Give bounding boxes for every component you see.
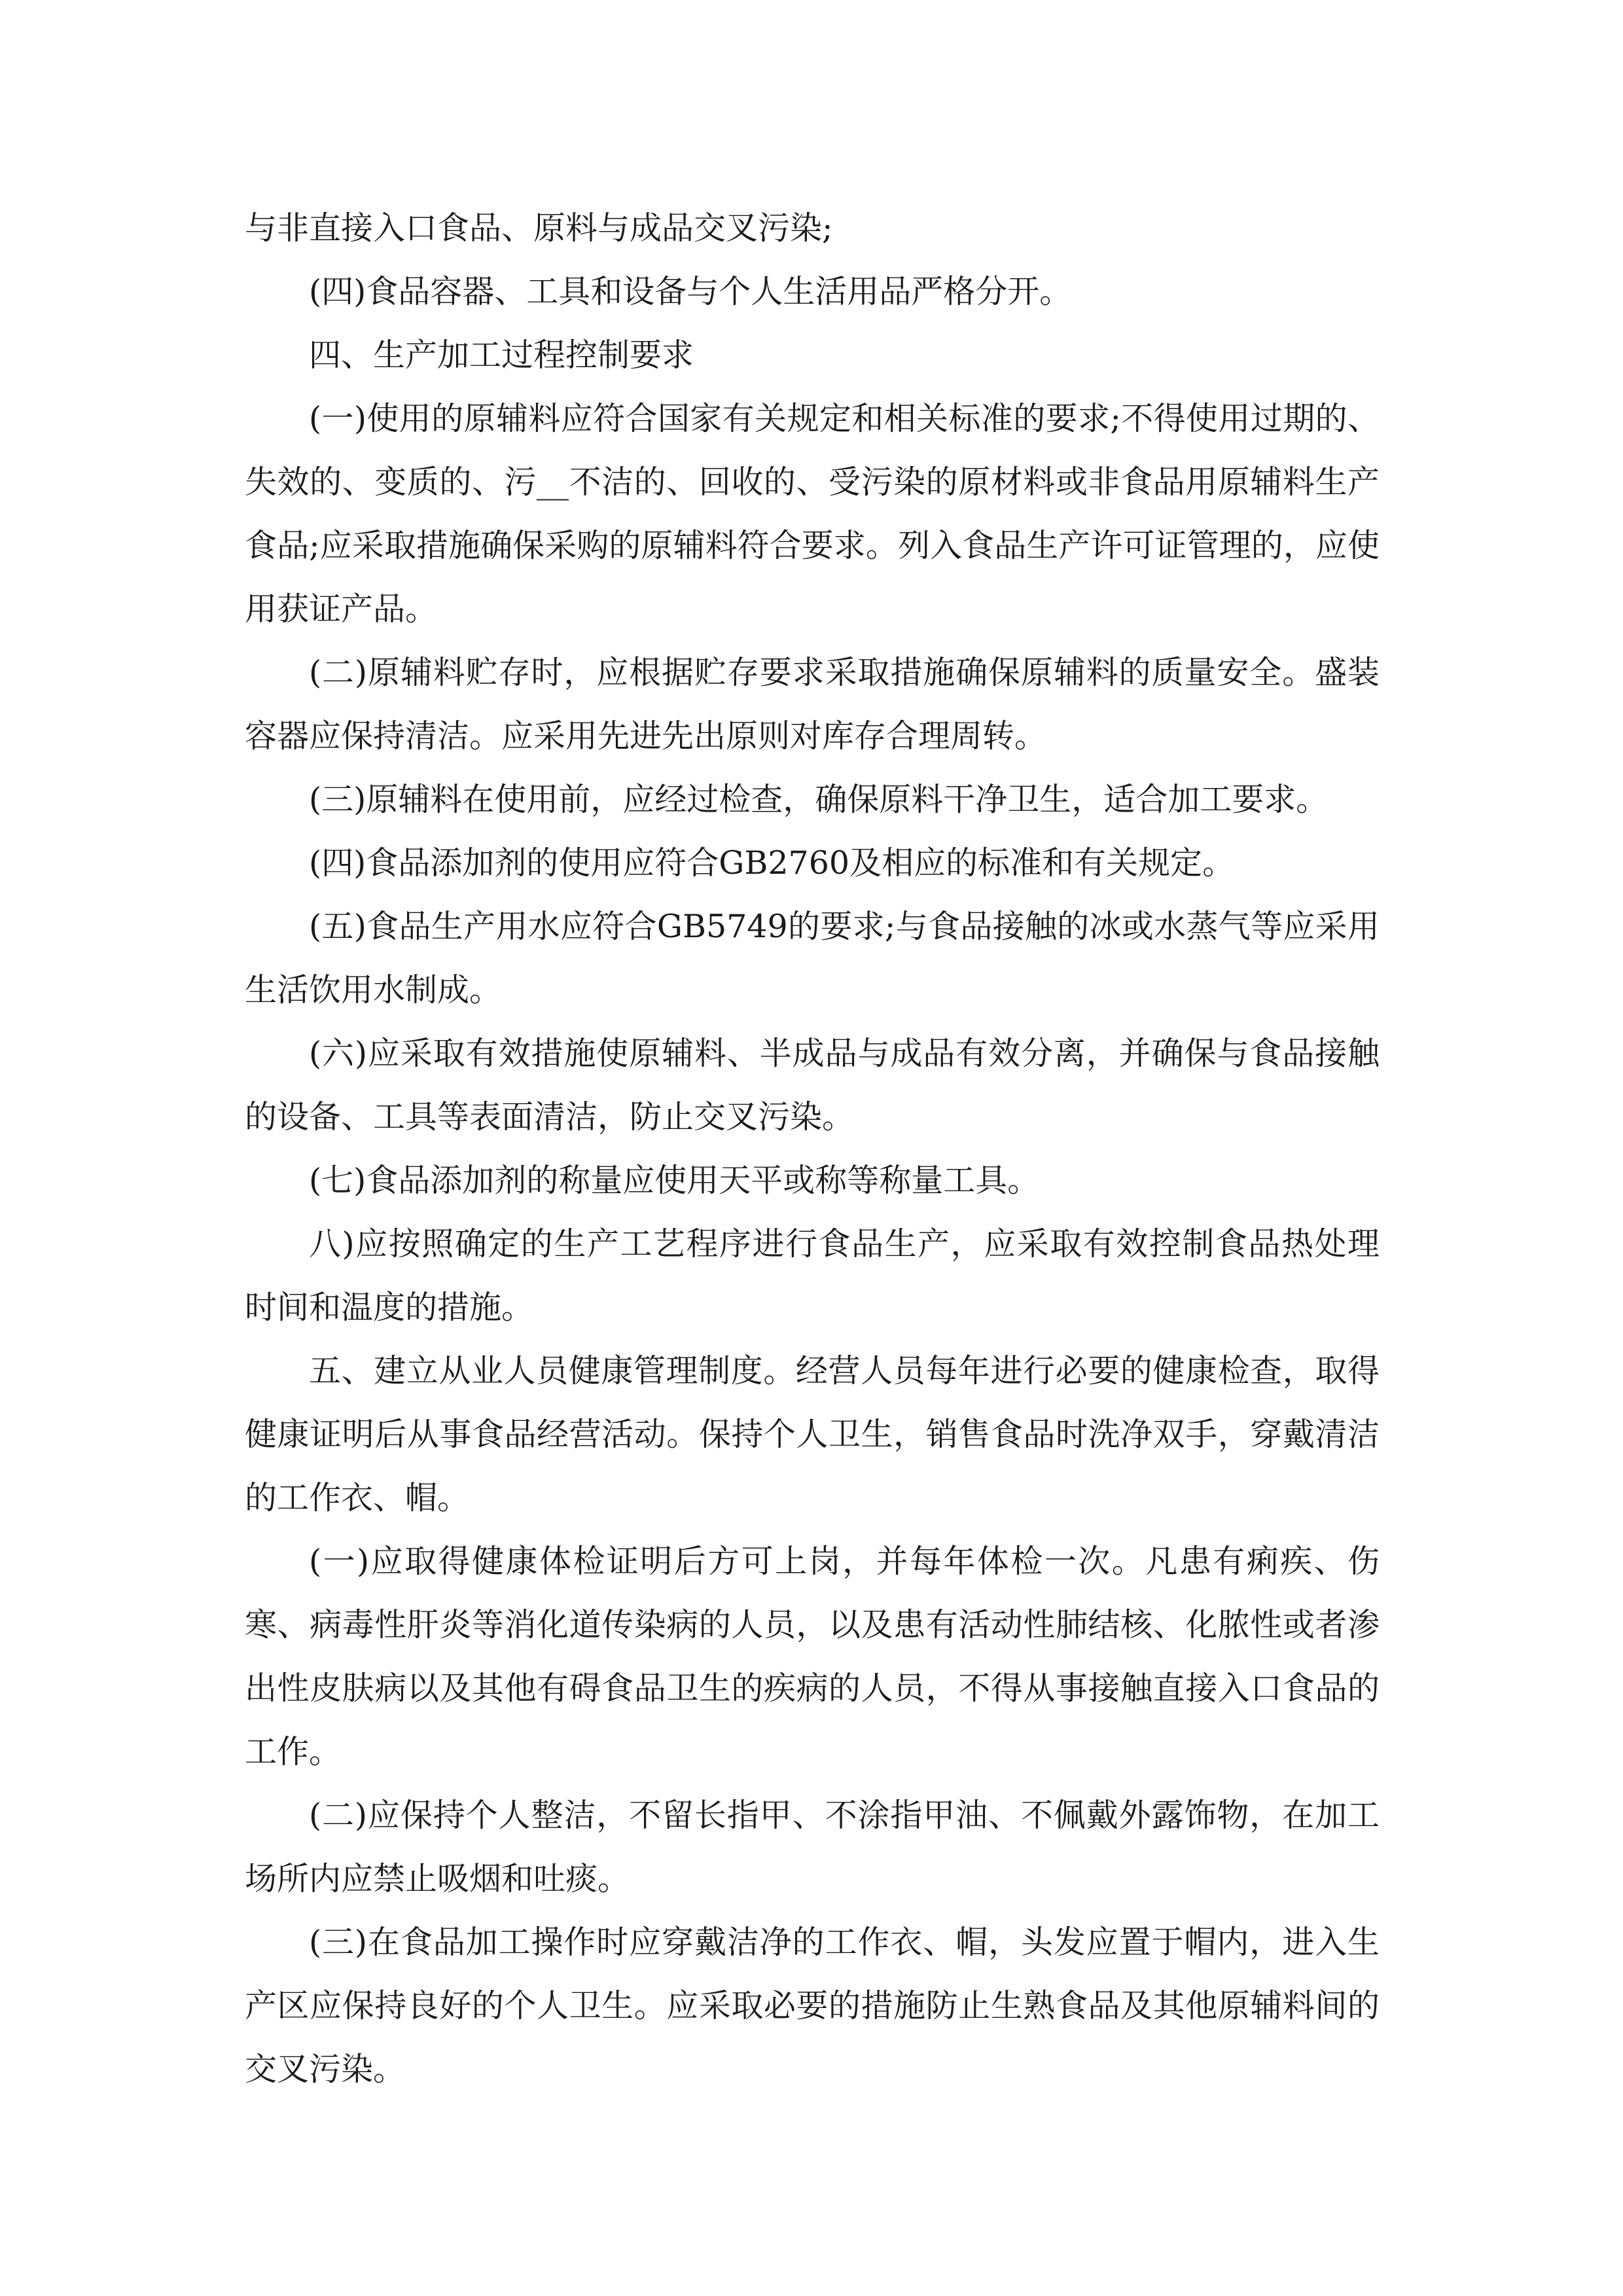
paragraph-item-1-raw-materials: (一)使用的原辅料应符合国家有关规定和相关标准的要求;不得使用过期的、失效的、变质的、污__不洁的、回收的、受污染的原材料或非食品用原辅料生产食品;应采取措施确保采购的原辅料符合要求。列入食品生产许可证管理的，应使用获证产品。 — [245, 400, 1380, 628]
document-body — [245, 196, 1380, 2101]
paragraph-item-5-water: (五)食品生产用水应符合GB5749的要求;与食品接触的冰或水蒸气等应采用生活饮用水制成。 — [245, 908, 1380, 1009]
paragraph-item-4-additives: (四)食品添加剂的使用应符合GB2760及相应的标准和有关规定。 — [309, 844, 1235, 882]
paragraph-item-3-inspection: (三)原辅料在使用前，应经过检查，确保原料干净卫生，适合加工要求。 — [309, 781, 1329, 818]
paragraph-continuation: 与非直接入口食品、原料与成品交叉污染; — [245, 209, 833, 247]
paragraph-item-4-containers: (四)食品容器、工具和设备与个人生活用品严格分开。 — [309, 273, 1072, 310]
section-heading-production-control: 四、生产加工过程控制要求 — [309, 336, 694, 374]
section-heading-health-management: 五、建立从业人员健康管理制度。经营人员每年进行必要的健康检查，取得健康证明后从事食品经营活动。保持个人卫生，销售食品时洗净双手，穿戴清洁的工作衣、帽。 — [245, 1352, 1380, 1516]
paragraph-item-3-workwear: (三)在食品加工操作时应穿戴洁净的工作衣、帽，头发应置于帽内，进入生产区应保持良好的个人卫生。应采取必要的措施防止生熟食品及其他原辅料间的交叉污染。 — [245, 1924, 1380, 2088]
paragraph-item-2-hygiene: (二)应保持个人整洁，不留长指甲、不涂指甲油、不佩戴外露饰物，在加工场所内应禁止吸烟和吐痰。 — [245, 1797, 1380, 1897]
paragraph-item-2-storage: (二)原辅料贮存时，应根据贮存要求采取措施确保原辅料的质量安全。盛装容器应保持清洁。应采用先进先出原则对库存合理周转。 — [245, 654, 1380, 755]
paragraph-item-6-separation: (六)应采取有效措施使原辅料、半成品与成品有效分离，并确保与食品接触的设备、工具等表面清洁，防止交叉污染。 — [245, 1035, 1380, 1136]
paragraph-item-8-process: 八)应按照确定的生产工艺程序进行食品生产，应采取有效控制食品热处理时间和温度的措施。 — [245, 1225, 1380, 1326]
paragraph-item-1-health-check: (一)应取得健康体检证明后方可上岗，并每年体检一次。凡患有痢疾、伤寒、病毒性肝炎等消化道传染病的人员，以及患有活动性肺结核、化脓性或者渗出性皮肤病以及其他有碍食品卫生的疾病的人员，不得从事接触直接入口食品的工作。 — [245, 1543, 1380, 1770]
paragraph-item-7-weighing: (七)食品添加剂的称量应使用天平或称等称量工具。 — [309, 1162, 1040, 1199]
